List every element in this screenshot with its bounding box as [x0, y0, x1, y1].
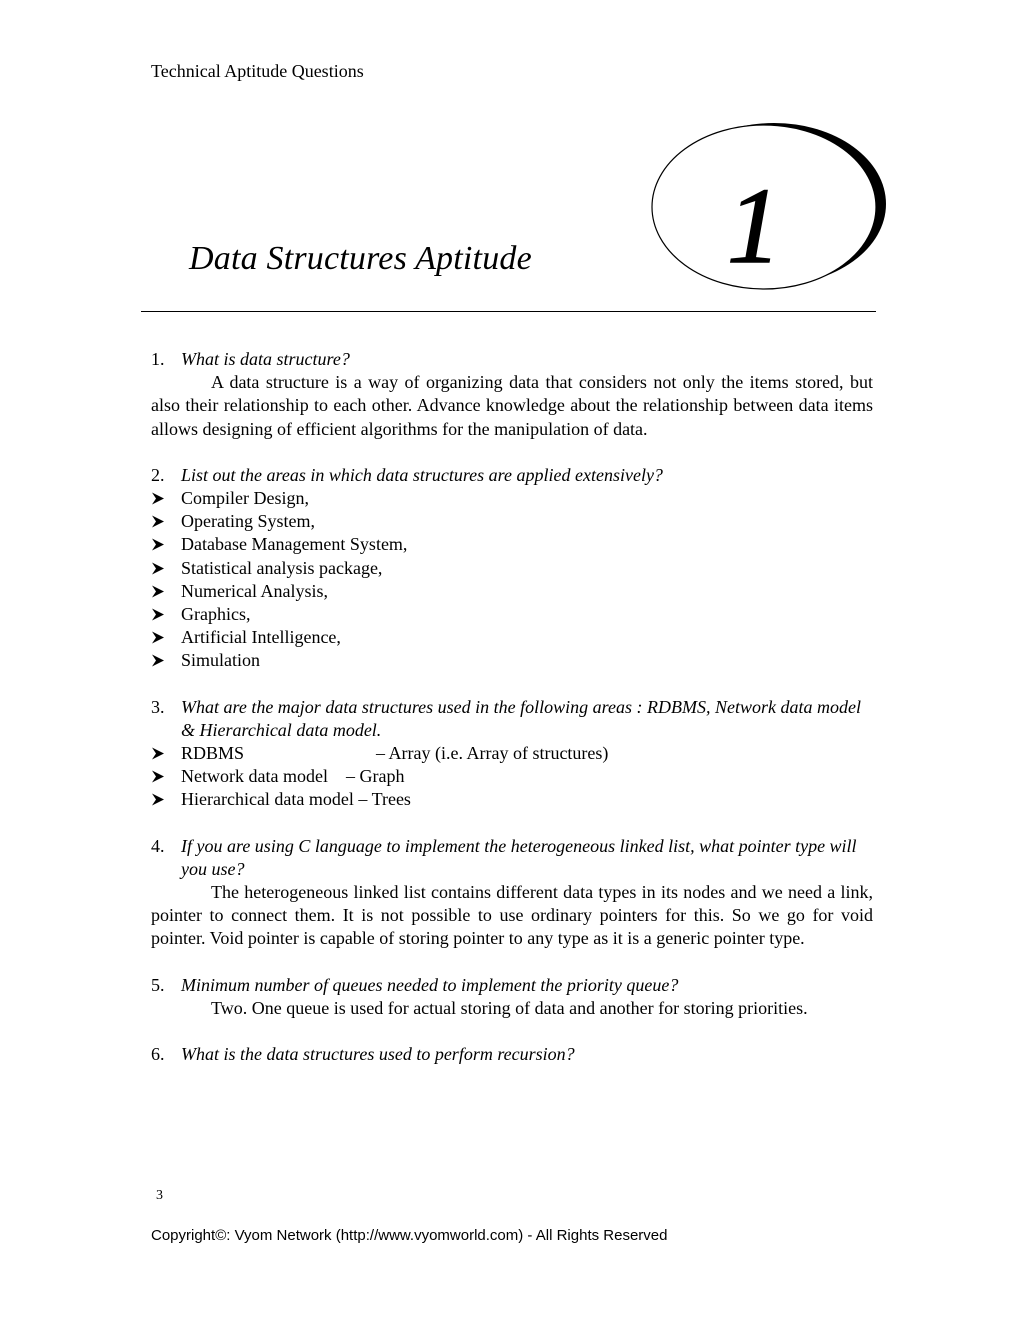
question-text: Minimum number of queues needed to implement the priority queue? — [181, 974, 679, 995]
arrowhead-bullet-icon — [151, 747, 165, 760]
question-number: 6. — [151, 1044, 165, 1065]
list-item: Graphics, — [151, 603, 873, 626]
model-label: Hierarchical data model — [181, 789, 354, 810]
list-item: Database Management System, — [151, 533, 873, 556]
model-structure: – Trees — [358, 789, 411, 810]
model-label: RDBMS — [181, 743, 245, 764]
answer-5: Two. One queue is used for actual storing of data and another for storing priorities. — [211, 997, 808, 1018]
question-number: 3. — [151, 696, 165, 717]
question-1 — [151, 348, 873, 371]
list-item: Operating System, — [151, 510, 873, 533]
arrowhead-bullet-icon — [151, 515, 165, 528]
question-text: What is data structure? — [181, 349, 350, 369]
arrowhead-bullet-icon — [151, 585, 165, 598]
model-structure: – Array (i.e. Array of structures) — [376, 743, 609, 764]
copyright-footer: Copyright©: Vyom Network (http://www.vyomworld.com) - All Rights Reserved — [151, 1227, 668, 1244]
question-text: What are the major data structures used in the following areas : RDBMS, Network data model & Hierarchical data model. — [181, 696, 861, 740]
question-text: List out the areas in which data structures are applied extensively? — [181, 464, 663, 485]
arrowhead-bullet-icon — [151, 608, 165, 621]
list-item: Statistical analysis package, — [151, 557, 873, 580]
list-item: Simulation — [151, 649, 873, 672]
list-item: Compiler Design, — [151, 487, 873, 510]
question-5 — [151, 974, 873, 997]
application-areas-list — [151, 487, 873, 673]
list-item: Artificial Intelligence, — [151, 626, 873, 649]
list-item — [151, 788, 873, 811]
list-item — [151, 765, 873, 788]
arrowhead-bullet-icon — [151, 770, 165, 783]
title-divider — [141, 311, 876, 312]
question-number: 1. — [151, 349, 165, 369]
arrowhead-bullet-icon — [151, 631, 165, 644]
question-number: 4. — [151, 835, 165, 856]
arrowhead-bullet-icon — [151, 562, 165, 575]
answer-1: A data structure is a way of organizing data that considers not only the items stored, but also their relationship to each other. Advance knowledge about the relationship between data items allows designing of efficient algorithms for the manipulation of data. — [151, 372, 873, 439]
data-model-structures-list — [151, 742, 873, 812]
chapter-number: 1 — [727, 167, 781, 286]
answer-4: The heterogeneous linked list contains different data types in its nodes and we need a link, pointer to connect them. It is not possible to use ordinary pointers for this. So we go for void pointer. Void pointer is capable of storing pointer to any type as it is a generic pointer type. — [151, 882, 873, 949]
chapter-title: Data Structures Aptitude — [189, 240, 532, 277]
model-structure: – Graph — [346, 766, 405, 787]
question-6 — [151, 1043, 873, 1066]
question-number: 5. — [151, 974, 165, 995]
arrowhead-bullet-icon — [151, 654, 165, 667]
chapter-number-badge — [646, 118, 892, 296]
question-text: If you are using C language to implement the heterogeneous linked list, what pointer type will you use? — [181, 835, 857, 879]
question-3 — [151, 696, 873, 742]
list-item: Numerical Analysis, — [151, 580, 873, 603]
running-header: Technical Aptitude Questions — [151, 61, 364, 81]
model-label: Network data model — [181, 766, 328, 787]
arrowhead-bullet-icon — [151, 492, 165, 505]
question-4 — [151, 835, 873, 881]
list-item — [151, 742, 873, 765]
question-number: 2. — [151, 464, 165, 485]
questions-section — [151, 348, 873, 1066]
arrowhead-bullet-icon — [151, 538, 165, 551]
page-number: 3 — [156, 1188, 163, 1203]
arrowhead-bullet-icon — [151, 793, 165, 806]
question-text: What is the data structures used to perform recursion? — [181, 1044, 575, 1065]
question-2 — [151, 464, 873, 487]
